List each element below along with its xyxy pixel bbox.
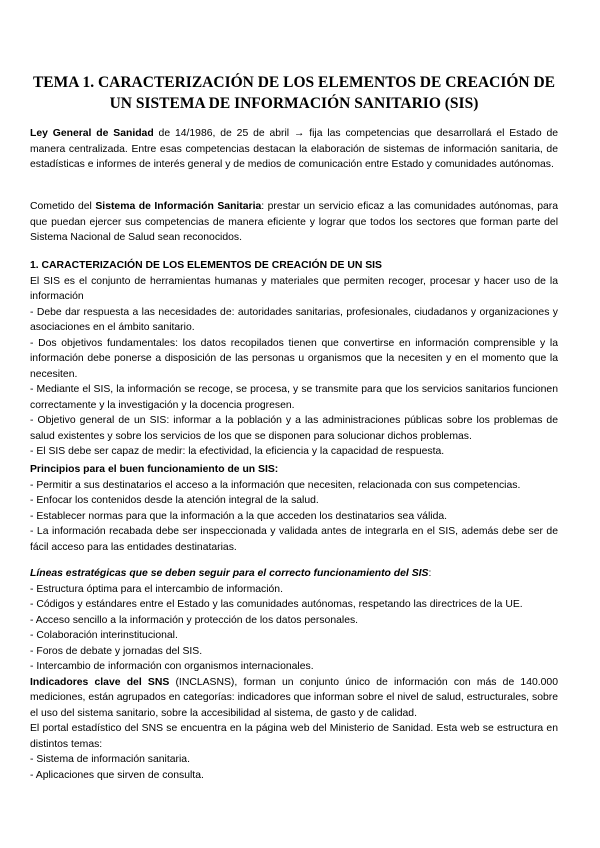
section-1-line: - Mediante el SIS, la información se recoge, se procesa, y se transmite para que los servicios sanitarios funcionen correctamente y la investigación y la docencia progresen. [30, 384, 558, 411]
principles-line: - Establecer normas para que la información a la que acceden los destinatarios sea válida. [30, 510, 448, 522]
sis-bold: Sistema de Información Sanitaria [95, 201, 262, 212]
strategic-line: - Foros de debate y jornadas del SIS. [30, 645, 203, 657]
strategic-line: - Intercambio de información con organismos internacionales. [30, 661, 314, 672]
strategic-section [30, 566, 558, 783]
section-1 [30, 258, 558, 460]
cometido-prefix: Cometido del [30, 201, 96, 212]
section-1-line: - Dos objetivos fundamentales: los datos recopilados tienen que convertirse en información comprensible y la información debe ponerse a disposición de las personas u organismos que la necesiten y en el momento que la necesiten. [30, 337, 558, 380]
portal-paragraph: El portal estadístico del SNS se encuentra en la página web del Ministerio de Sanidad. Esta web se estructura en distintos temas: [30, 723, 558, 750]
section-1-line: - Debe dar respuesta a las necesidades de: autoridades sanitarias, profesionales, ciudadanos y organizaciones y asociaciones en el ámbito sanitario. [30, 306, 558, 333]
section-1-line: - Objetivo general de un SIS: informar a la población y a las administraciones públicas sobre los problemas de salud existentes y sobre los servicios de los que se disponen para solucionar dichos problemas. [30, 415, 558, 442]
strategic-line: - Colaboración interinstitucional. [30, 630, 178, 641]
strategic-heading: Líneas estratégicas que se deben seguir para el correcto funcionamiento del SIS [30, 568, 429, 579]
strategic-line: - Códigos y estándares entre el Estado y las comunidades autónomas, respetando las directrices de la UE. [30, 599, 523, 610]
strategic-colon: : [428, 568, 432, 579]
section-1-line: El SIS es el conjunto de herramientas humanas y materiales que permiten recoger, procesar y hacer uso de la información [30, 275, 558, 302]
strategic-line: - Acceso sencillo a la información y protección de los datos personales. [30, 614, 359, 626]
indicators-bold: Indicadores clave del SNS [30, 676, 170, 688]
document-title: TEMA 1. CARACTERIZACIÓN DE LOS ELEMENTOS DE CREACIÓN DE UN SISTEMA DE INFORMACIÓN SANITARIO (SIS) [32, 74, 556, 112]
indicators-paragraph [30, 675, 558, 722]
principles-section [30, 462, 558, 555]
cometido-text: : prestar un servicio eficaz a las comunidades autónomas, para que puedan ejercer sus competencias de manera eficiente y lograr que todos los sectores que forman parte del Sistema Nacional de Salud sean reconocidos. [30, 201, 558, 243]
indicators-text: (INCLASNS), forman un conjunto único de información con más de 140.000 mediciones, están agrupados en categorías: indicadores que informan sobre el nivel de salud, estructurales, sobre el uso del sistema sanitario, sobre la accesibilidad al sistema, de gasto y de calidad. [30, 676, 558, 719]
portal-line: - Aplicaciones que sirven de consulta. [30, 769, 204, 781]
intro-cometido [30, 199, 558, 246]
ley-general-bold: Ley General de Sanidad [30, 128, 154, 139]
portal-line: - Sistema de información sanitaria. [30, 754, 190, 765]
intro-ley-general [30, 126, 558, 173]
ley-general-text: de 14/1986, de 25 de abril → fija las competencias que desarrollará el Estado de manera centralizada. Entre esas competencias destacan la elaboración de sistemas de información sanitaria, de estadísticas e informes de interés general y de medios de comunicación entre Estado y comunidades autónomas. [30, 128, 559, 170]
principles-line: - Enfocar los contenidos desde la atención integral de la salud. [30, 495, 319, 506]
principles-line: - La información recabada debe ser inspeccionada y validada antes de integrarla en el SIS, además debe ser de fácil acceso para las entidades destinatarias. [30, 526, 558, 553]
principles-line: - Permitir a sus destinatarios el acceso a la información que necesiten, relacionada con sus competencias. [30, 479, 521, 491]
principles-heading: Principios para el buen funcionamiento de un SIS: [30, 464, 279, 475]
section-1-line: - El SIS debe ser capaz de medir: la efectividad, la eficiencia y la capacidad de respuesta. [30, 446, 445, 457]
strategic-line: - Estructura óptima para el intercambio de información. [30, 583, 283, 595]
section-1-heading: 1. CARACTERIZACIÓN DE LOS ELEMENTOS DE CREACIÓN DE UN SIS [30, 260, 382, 271]
